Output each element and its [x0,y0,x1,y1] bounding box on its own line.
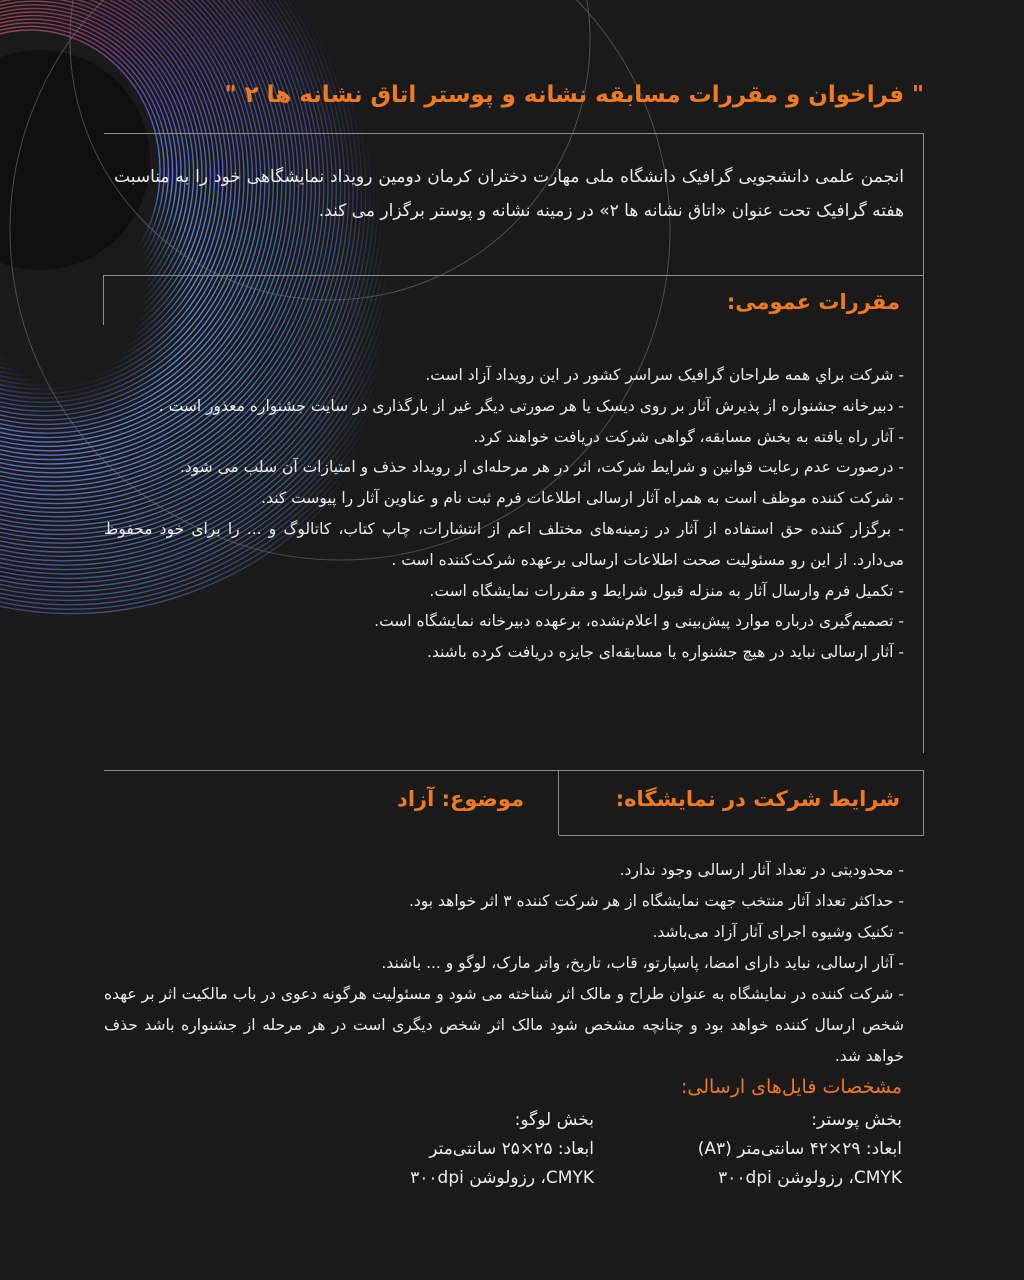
list-item: - محدودیتی در تعداد آثار ارسالی وجود ندارد. [619,861,904,879]
general-rules-list [104,360,904,668]
list-item: - شرکت کننده در نمایشگاه به عنوان طراح و مالک اثر شناخته می شود و مسئولیت هرگونه دعوی در باب مالکیت اثر بر عهده شخص ارسال کننده خواهد بود و چنانچه مشخص شود مالک اثر شخص دیگری است در هر مرحله از جشنواره باشد حذف خواهد شد. [104,985,904,1065]
topic-label: موضوع: آزاد [397,787,524,811]
exhibition-top-line [104,770,924,771]
exhibition-conditions-list [104,855,904,1072]
logo-color-resolution: CMYK، رزولوشن ۳۰۰dpi [410,1168,594,1188]
logo-specs [410,1106,594,1193]
frame-side-line [103,275,104,325]
file-specs-heading: مشخصات فایل‌های ارسالی: [680,1076,902,1098]
logo-section-label: بخش لوگو: [514,1110,594,1130]
list-item: - شرکت کننده موظف است به همراه آثار ارسالی اطلاعات فرم ثبت نام و عناوین آثار را پیوست کند. [261,489,904,508]
list-item: - برگزار کننده حق استفاده از آثار در زمینه‌های مختلف اعم از انتشارات، چاپ کتاب، کاتالوگ و ... را برای خود محفوظ می‌دارد. از این رو مسئولیت صحت اطلاعات ارسالی برعهده شرکت‌کننده است . [104,519,904,569]
logo-dimensions: ابعاد: ۲۵×۲۵ سانتی‌متر [429,1139,594,1159]
frame-divider-line [104,275,924,276]
poster-dimensions: ابعاد: ۲۹×۴۲ سانتی‌متر (A۳) [697,1139,902,1159]
poster-section-label: بخش پوستر: [811,1110,902,1130]
poster-color-resolution: CMYK، رزولوشن ۳۰۰dpi [718,1168,902,1188]
exhibition-split-line [558,770,559,835]
exhibition-bottom-line [559,835,924,836]
list-item: - دبیرخانه جشنواره از پذیرش آثار بر روی دیسک یا هر صورتی دیگر غیر از بارگذاری در سایت جشنواره معذور است . [158,396,904,415]
exhibition-heading: شرایط شرکت در نمایشگاه: [615,787,900,811]
page-title: " فراخوان و مقررات مسابقه نشانه و پوستر اتاق نشانه ها ۲ " [224,82,924,108]
list-item: - آثار ارسالی نباید در هیچ جشنواره یا مسابقه‌ای جایزه دریافت کرده باشند. [427,643,904,662]
frame-vertical-line [923,133,924,753]
list-item: - حداکثر تعداد آثار منتخب جهت نمایشگاه از هر شرکت کننده ۳ اثر خواهد بود. [408,892,904,910]
intro-paragraph: انجمن علمی دانشجویی گرافیک دانشگاه ملی مهارت دختران کرمان دومین رویداد نمایشگاهی خود را به مناسبت هفته گرافیک تحت عنوان «اتاق نشانه ها ۲» در زمینه نشانه و پوستر برگزار می کند. [114,167,904,221]
list-item: - تکنیک وشیوه اجرای آثار آزاد می‌باشد. [652,923,904,941]
general-rules-heading: مقررات عمومی: [726,290,900,314]
poster-specs [698,1106,902,1193]
frame-top-line [104,133,924,134]
list-item: - شرکت براي همه طراحان گرافیک سراسر کشور در این رویداد آزاد است. [425,366,904,384]
list-item: - آثار راه یافته به بخش مسابقه، گواهی شرکت دریافت خواهند کرد. [473,427,904,446]
list-item: - آثار ارسالی، نباید دارای امضا، پاسپارتو، قاب، تاریخ، واتر مارک، لوگو و ... باشند. [381,954,904,972]
list-item: - درصورت عدم رعایت قوانین و شرایط شرکت، اثر در هر مرحله‌ای از رویداد حذف و امتیازات آن سلب می شود. [179,458,904,477]
list-item: - تصمیم‌گیری درباره موارد پیش‌بینی و اعلام‌نشده، برعهده دبیرخانه نمایشگاه است. [374,612,904,631]
exhibition-vertical-line [923,770,924,835]
list-item: - تکمیل فرم وارسال آثار به منزله قبول شرایط و مقررات نمایشگاه است. [429,581,904,600]
